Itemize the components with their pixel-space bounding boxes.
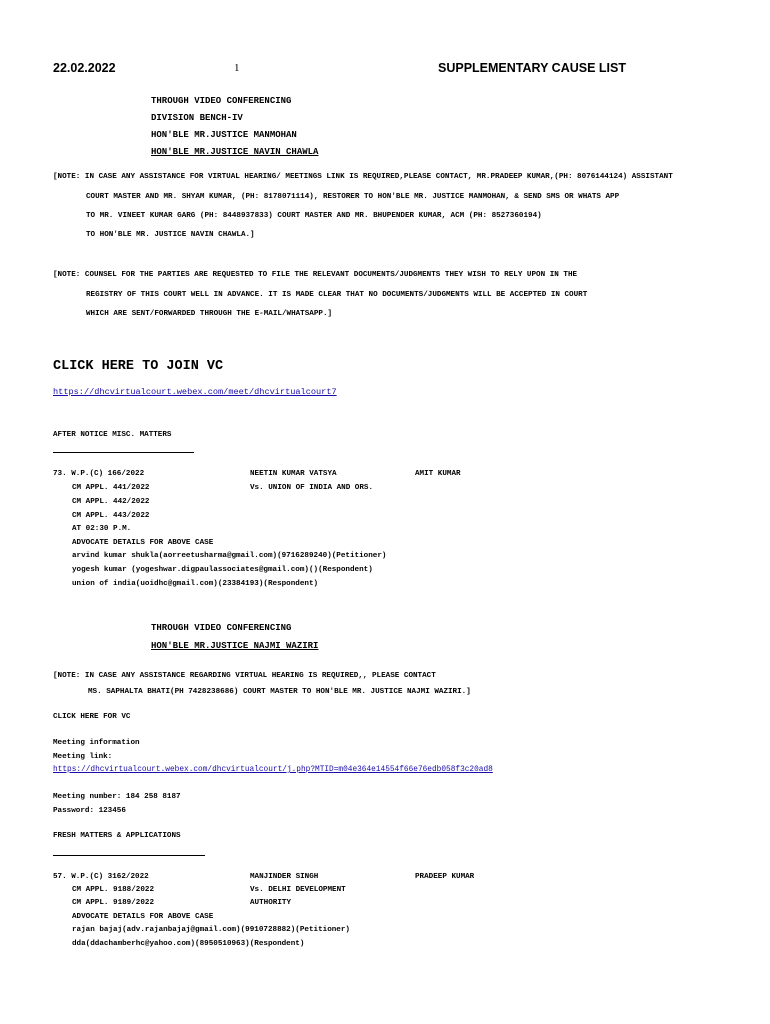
bench1-mode: THROUGH VIDEO CONFERENCING	[151, 96, 292, 106]
section-divider	[53, 452, 194, 453]
section-divider	[53, 855, 205, 856]
join-vc-heading: CLICK HERE TO JOIN VC	[53, 359, 224, 374]
meeting-link[interactable]: https://dhcvirtualcourt.webex.com/dhcvirtualcourt/j.php?MTID=m04e364e14554f66e76edb058f3c20ad8	[53, 766, 493, 774]
section-heading: AFTER NOTICE MISC. MATTERS	[53, 431, 172, 439]
case-number: 73. W.P.(C) 166/2022	[53, 470, 145, 478]
case-respondent: Vs. DELHI DEVELOPMENT	[250, 886, 346, 894]
case-line: ADVOCATE DETAILS FOR ABOVE CASE	[72, 913, 214, 921]
bench1-judge2: HON'BLE MR.JUSTICE NAVIN CHAWLA	[151, 147, 319, 157]
note1-line: [NOTE: IN CASE ANY ASSISTANCE FOR VIRTUAL HEARING/ MEETINGS LINK IS REQUIRED,PLEASE CONTACT, MR.PRADEEP KUMAR,(PH: 8076144124) ASSISTANT	[53, 173, 673, 181]
meeting-password: Password: 123456	[53, 807, 126, 815]
case-line: CM APPL. 443/2022	[72, 512, 150, 520]
case-line: yogesh kumar (yogeshwar.digpaulassociates@gmail.com)()(Respondent)	[72, 566, 373, 574]
meeting-info: Meeting information	[53, 739, 140, 747]
case-line: CM APPL. 442/2022	[72, 498, 150, 506]
note3-line: [NOTE: IN CASE ANY ASSISTANCE REGARDING VIRTUAL HEARING IS REQUIRED,, PLEASE CONTACT	[53, 672, 436, 680]
vc-link[interactable]: https://dhcvirtualcourt.webex.com/meet/dhcvirtualcourt7	[53, 387, 337, 397]
case-line: CM APPL. 9188/2022	[72, 886, 155, 894]
case-respondent: Vs. UNION OF INDIA AND ORS.	[250, 484, 374, 492]
page-number: 1	[234, 62, 240, 74]
bench1-division: DIVISION BENCH-IV	[151, 113, 243, 123]
note2-line: WHICH ARE SENT/FORWARDED THROUGH THE E-MAIL/WHATSAPP.]	[86, 310, 333, 318]
note1-line: TO MR. VINEET KUMAR GARG (PH: 8448937833) COURT MASTER AND MR. BHUPENDER KUMAR, ACM (PH: 8527360194)	[86, 212, 542, 220]
case-line: union of india(uoidhc@gmail.com)(23384193)(Respondent)	[72, 580, 319, 588]
case-line: CM APPL. 441/2022	[72, 484, 150, 492]
note1-line: COURT MASTER AND MR. SHYAM KUMAR, (PH: 8178071114), RESTORER TO HON'BLE MR. JUSTICE MANMOHAN, & SEND SMS OR WHATS APP	[86, 193, 620, 201]
case-counsel: AMIT KUMAR	[415, 470, 461, 478]
list-date: 22.02.2022	[53, 61, 116, 75]
case-line: dda(ddachamberhc@yahoo.com)(8950510963)(Respondent)	[72, 940, 305, 948]
note2-line: REGISTRY OF THIS COURT WELL IN ADVANCE. IT IS MADE CLEAR THAT NO DOCUMENTS/JUDGMENTS WILL BE ACCEPTED IN COURT	[86, 291, 588, 299]
case-line: CM APPL. 9189/2022	[72, 899, 155, 907]
case-line: rajan bajaj(adv.rajanbajaj@gmail.com)(9910728882)(Petitioner)	[72, 926, 350, 934]
note3-line: MS. SAPHALTA BHATI(PH 7428238686) COURT MASTER TO HON'BLE MR. JUSTICE NAJMI WAZIRI.]	[88, 688, 471, 696]
case-respondent: AUTHORITY	[250, 899, 292, 907]
bench2-judge: HON'BLE MR.JUSTICE NAJMI WAZIRI	[151, 641, 319, 651]
bench2-mode: THROUGH VIDEO CONFERENCING	[151, 623, 292, 633]
section-heading: FRESH MATTERS & APPLICATIONS	[53, 832, 181, 840]
case-petitioner: MANJINDER SINGH	[250, 873, 319, 881]
case-line: ADVOCATE DETAILS FOR ABOVE CASE	[72, 539, 214, 547]
meeting-number: Meeting number: 184 258 8187	[53, 793, 181, 801]
case-line: AT 02:30 P.M.	[72, 525, 132, 533]
bench1-judge1: HON'BLE MR.JUSTICE MANMOHAN	[151, 130, 297, 140]
case-counsel: PRADEEP KUMAR	[415, 873, 475, 881]
case-petitioner: NEETIN KUMAR VATSYA	[250, 470, 337, 478]
note1-line: TO HON'BLE MR. JUSTICE NAVIN CHAWLA.]	[86, 231, 255, 239]
case-number: 57. W.P.(C) 3162/2022	[53, 873, 149, 881]
page-title: SUPPLEMENTARY CAUSE LIST	[438, 61, 626, 75]
case-line: arvind kumar shukla(aorreetusharma@gmail.com)(9716289240)(Petitioner)	[72, 552, 387, 560]
meeting-link-label: Meeting link:	[53, 753, 113, 761]
note2-line: [NOTE: COUNSEL FOR THE PARTIES ARE REQUESTED TO FILE THE RELEVANT DOCUMENTS/JUDGMENTS THEY WISH TO RELY UPON IN THE	[53, 271, 578, 279]
click-here-vc: CLICK HERE FOR VC	[53, 713, 131, 721]
